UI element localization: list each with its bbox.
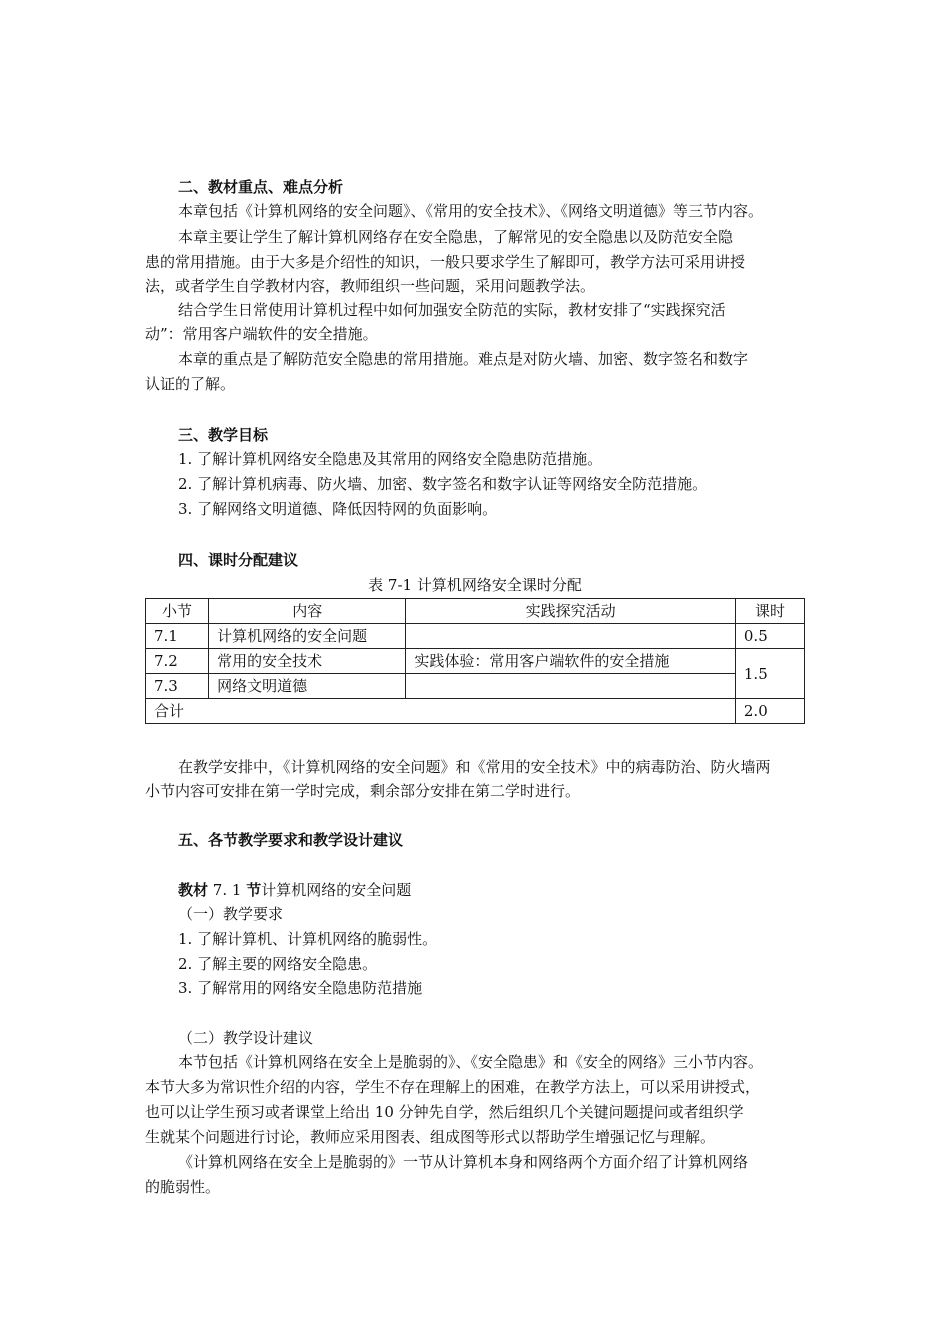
paragraph: 本章的重点是了解防范安全隐患的常用措施。难点是对防火墙、加密、数字签名和数字 [178, 350, 749, 368]
table-cell: 7.2 [146, 649, 209, 674]
table-cell: 7.1 [146, 624, 209, 649]
list-item: 2. 了解计算机病毒、防火墙、加密、数字签名和数字认证等网络安全防范措施。 [178, 475, 708, 493]
paragraph-line: 认证的了解。 [145, 375, 236, 393]
table-cell: 计算机网络的安全问题 [209, 624, 406, 649]
list-item: 3. 了解网络文明道德、降低因特网的负面影响。 [178, 500, 498, 518]
paragraph-line: 的脆弱性。 [145, 1178, 221, 1196]
paragraph: 本章主要让学生了解计算机网络存在安全隐患，了解常见的安全隐患以及防范安全隐 [178, 228, 734, 246]
table-cell: 实践体验：常用客户端软件的安全措施 [406, 649, 736, 674]
section-heading-schedule: 四、课时分配建议 [178, 551, 299, 569]
table-cell: 7.3 [146, 674, 209, 699]
subheading-requirements: （一）教学要求 [178, 905, 284, 923]
table-total-row [146, 699, 805, 724]
paragraph: 本章包括《计算机网络的安全问题》、《常用的安全技术》、《网络文明道德》等三节内容。 [178, 202, 764, 220]
table-cell [406, 674, 736, 699]
paragraph-line: 法，或者学生自学教材内容，教师组织一些问题，采用问题教学法。 [145, 277, 596, 295]
header-cell: 实践探究活动 [406, 599, 736, 624]
paragraph-line: 生就某个问题进行讨论，教师应采用图表、组成图等形式以帮助学生增强记忆与理解。 [145, 1128, 716, 1146]
paragraph: 在教学安排中，《计算机网络的安全问题》和《常用的安全技术》中的病毒防治、防火墙两 [178, 758, 771, 776]
paragraph: 本节包括《计算机网络在安全上是脆弱的》、《安全隐患》和《安全的网络》三小节内容。 [178, 1053, 764, 1071]
paragraph-line: 也可以让学生预习或者课堂上给出 10 分钟先自学，然后组织几个关键问题提问或者组织学 [145, 1103, 744, 1121]
list-item: 1. 了解计算机网络安全隐患及其常用的网络安全隐患防范措施。 [178, 450, 603, 468]
subsection-number: 7. 1 [212, 881, 242, 899]
subsection-title [178, 878, 411, 902]
section-heading-requirements: 五、各节教学要求和教学设计建议 [178, 831, 404, 849]
paragraph-line: 患的常用措施。由于大多是介绍性的知识，一般只要求学生了解即可，教学方法可采用讲授 [145, 253, 746, 271]
table-cell: 网络文明道德 [209, 674, 406, 699]
table-row [146, 624, 805, 649]
subsection-suffix: 节 [246, 881, 262, 899]
table-caption: 表 7-1 计算机网络安全课时分配 [368, 576, 582, 594]
list-item: 1. 了解计算机、计算机网络的脆弱性。 [178, 930, 438, 948]
schedule-table [145, 598, 805, 724]
list-item: 3. 了解常用的网络安全隐患防范措施 [178, 979, 423, 997]
header-cell: 内容 [209, 599, 406, 624]
subsection-name: 计算机网络的安全问题 [261, 881, 412, 899]
table-row [146, 674, 805, 699]
subsection-prefix: 教材 [178, 881, 209, 899]
section-heading-goals: 三、教学目标 [178, 426, 269, 444]
header-cell: 小节 [146, 599, 209, 624]
table-header-row [146, 599, 805, 624]
table-cell-merged: 1.5 [735, 649, 804, 699]
table-row [146, 649, 805, 674]
total-label: 合计 [146, 699, 736, 724]
table-cell: 0.5 [735, 624, 804, 649]
header-cell: 课时 [735, 599, 804, 624]
total-hours: 2.0 [735, 699, 804, 724]
paragraph: 结合学生日常使用计算机过程中如何加强安全防范的实际，教材安排了“实践探究活 [178, 301, 726, 319]
paragraph-line: 动”：常用客户端软件的安全措施。 [145, 325, 378, 343]
paragraph: 《计算机网络在安全上是脆弱的》一节从计算机本身和网络两个方面介绍了计算机网络 [178, 1153, 749, 1171]
paragraph-line: 本节大多为常识性介绍的内容，学生不存在理解上的困难，在教学方法上，可以采用讲授式， [145, 1078, 761, 1096]
subheading-design: （二）教学设计建议 [178, 1029, 314, 1047]
list-item: 2. 了解主要的网络安全隐患。 [178, 955, 378, 973]
table-cell: 常用的安全技术 [209, 649, 406, 674]
table-cell [406, 624, 736, 649]
section-heading-key-points: 二、教材重点、难点分析 [178, 178, 344, 196]
paragraph-line: 小节内容可安排在第一学时完成，剩余部分安排在第二学时进行。 [145, 782, 581, 800]
